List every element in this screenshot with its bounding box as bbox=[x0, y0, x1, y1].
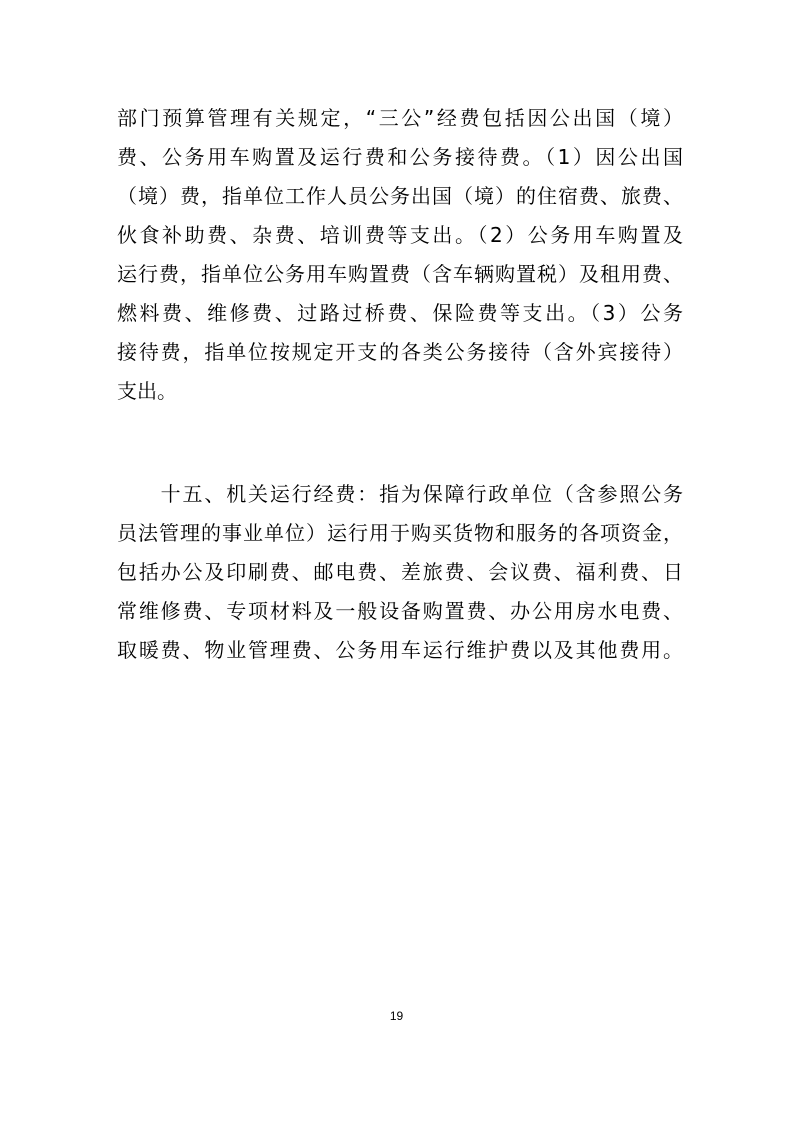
text-line: 伙食补助费、杂费、培训费等支出。（2）公务用车购置及 bbox=[117, 223, 683, 247]
paragraph-operating-expenses bbox=[117, 475, 683, 670]
text-line: 十五、机关运行经费：指为保障行政单位（含参照公务 bbox=[117, 482, 683, 506]
paragraph-three-public-expenses bbox=[117, 99, 683, 411]
text-line: 常维修费、专项材料及一般设备购置费、办公用房水电费、 bbox=[117, 599, 683, 623]
text-line: 费、公务用车购置及运行费和公务接待费。（1）因公出国 bbox=[117, 145, 683, 169]
text-line: 员法管理的事业单位）运行用于购买货物和服务的各项资金， bbox=[117, 521, 683, 545]
text-line: 包括办公及印刷费、邮电费、差旅费、会议费、福利费、日 bbox=[117, 560, 683, 584]
text-line: 接待费，指单位按规定开支的各类公务接待（含外宾接待） bbox=[117, 340, 683, 364]
text-line: 取暖费、物业管理费、公务用车运行维护费以及其他费用。 bbox=[117, 638, 683, 662]
text-line: 部门预算管理有关规定，“三公”经费包括因公出国（境） bbox=[117, 106, 683, 130]
text-line: （境）费，指单位工作人员公务出国（境）的住宿费、旅费、 bbox=[117, 184, 683, 208]
text-line: 支出。 bbox=[117, 379, 177, 403]
text-line: 运行费，指单位公务用车购置费（含车辆购置税）及租用费、 bbox=[117, 262, 683, 286]
page-number: 19 bbox=[389, 1009, 404, 1023]
text-line: 燃料费、维修费、过路过桥费、保险费等支出。（3）公务 bbox=[117, 301, 683, 325]
